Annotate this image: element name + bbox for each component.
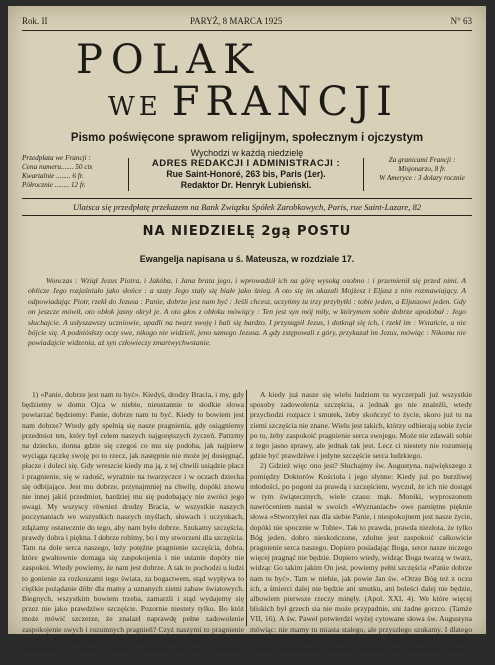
dateline: PARYŻ, 8 MARCA 1925 xyxy=(190,16,283,26)
article-column-left: 1) «Panie, dobrze jest nam tu być». Kiedyś, drodzy Bracia, i my, gdy będziemy w domu Ojca w niebie, nieustannie te słodkie słowa powtarzać będziemy: Panie, dobrze nam tu być. Kiedy to bowiem jest nam dobrze? Wtedy gdy spełnią się nasze pragnienia, gdy osiągniemy przedmiot ten, który był celem naszych najgorętszych życzeń. Patrzmy na dziecko, donna gdzie się czegoś co mu się podoba, jak najpierw wyciąga rączkę swoję po to rzecz, jak następnie nie może jej dosięgnąć, płacze i doleci się. Gdy wreszcie kiedy ma ją, z tej chwili usiądzie płacz i pragnienie, się w radość, wyraźnie na twarzyczce i w oczach dziecka się odbijające. Jest mu dobrze, przynajmniej na chwilę, dopóki znowu nie innej jakiś przedmiot, bardziej mu się podobający nie zwróci jego uwagi. My wszyscy również drodzy Bracia, w wszystkie naszych poczynaniach we wszystkich naszych myślach, słowach i uczynkach, zdążamy ostatecznie do tego, aby nam było dobrze. Szukamy szczęścia, prawdy dobra i piękna. I dobrze robimy, bo i my stworzeni dla szczęścia. Tam na dole serca naszego, leży potężne pragnienie szczęścia, dobra, które gwałtownie domaga się zaspokojenia i nie ustanie dopóty nie zaspokoi. Wtedy powiemy, że nam jest dobrze. A tak to pochodzi u ludzi to gonienie za rozkoszami tego świata, za bogactwem, stąd wypływa to ciężkie pożądanie dóbr dla mamy a uznanych ziemi zabaw światowych. Biegnych, wszystkim bowiem trzeba, zamarzli i stąd wydajemy się przez nie jako prawdziwe szczęście. Pozornie niestety tylko. Bo któż może mówić szczerze, że znalazł naprawdę pełne zadowolenie zaspokojenie swych i rozumnych pragnień? Czyż naszymi to pragnienie szczęścia nie odezwało się dotychczasowi prawie głosem. Któż zaś tymbardziej tu wszyscy zaznali odkrywali tej tonie szukaniem szczęścia? xyxy=(22,390,244,665)
column-divider xyxy=(246,390,247,626)
price-line: Za granicami Francji : xyxy=(388,156,456,164)
price-line: Półrocznie ........ 12 fr. xyxy=(22,181,86,189)
price-line: Przedpłata we Francji : xyxy=(22,154,91,162)
address-box xyxy=(128,158,364,191)
volume-label: Rok. II xyxy=(22,16,48,26)
price-line: Cena numeru....... 50 cts xyxy=(22,163,93,171)
title-francji: FRANCJI xyxy=(171,79,398,125)
rule-above-notice xyxy=(22,198,472,199)
price-line: W Ameryce : 3 dolary rocznie xyxy=(379,174,465,182)
gospel-text: Wonczas : Wziął Jezus Piotra, i Jakóba, i Jana brata jego, i wprowadził ich na górę wysoką osobno : i przemienił się przed nimi. A oblicze Jego rozjaśniało jako słońce : a szaty Jego stały się białe jako śnieg. A oto się im ukazali Mojżesz i Eljasz z nim rozmawiający. A odpowiadając Piotr, rzekł do Jezusa : Panie, dobrze jest nam być : Jeśli chcesz, uczyńmy tu trzy przybytki : tobie jeden, a Eljaszowi jeden. Gdy on jeszcze mówił, oto obłok jasny okrył je. A oto głos z obłoku mówiący : Ten jest syn mój miły, w którymem sobie dobrze upodobał : Jego słuchajcie. A usłyszawszy uczniowie, upadli na twarz swoję i bali się bardzo. I przystąpił Jezus, i dotknął się ich, i rzekł im : Wstańcie, a nie bójcie się. A podniósłszy oczy swe, nikogo nie widzieli, jeno samego Jezusa. A gdy zstępowali z góry, przykazał im Jezus, mówiąc : Nikomu nie powiadajcie widzenia, aż syn człowieczy zmartwychwstanie. xyxy=(28,276,466,348)
weekly-line: Wychodzi w każdą niedzielę xyxy=(190,148,304,158)
price-line: Misjonarzo, 8 fr. xyxy=(398,165,446,173)
title-we-francji xyxy=(108,79,398,125)
issue-number: N° 63 xyxy=(450,16,472,26)
address-editor: Redaktor Dr. Henryk Lubieński. xyxy=(180,180,312,190)
newspaper-page xyxy=(8,6,486,665)
address-heading: ADRES REDAKCJI I ADMINISTRACJI : xyxy=(151,158,341,169)
prices-abroad xyxy=(368,156,476,183)
section-heading: NA NIEDZIELĘ 2gą POSTU xyxy=(142,224,352,239)
article-paragraph: A kiedy już nasze się wielu ludziom tu wyczerpali już wszystkie sposoby zadowolenia szczęścia, a jednak go nie znaleźli, wtedy przychodzi rozpacz i smutek, żeby skończyć to życie, skoro już tu na ziemi szczęścia nie znane. Wielu jest takich, którzy odbierają sobie życie po to, żeby zaspokoić pragnienie serca swojego. Może nie zdawali sobie z tego jasno sprawy, ale jednak tak jest. Lecz ci niestety nie rozumieją gdzie być prawdziwe i jedyne szczęście serca ludzkiego. xyxy=(250,390,472,461)
article-column-right xyxy=(250,390,472,655)
address-street: Rue Saint-Honoré, 263 bis, Paris (1er). xyxy=(166,169,326,179)
masthead-topline xyxy=(22,16,472,28)
payment-notice: Ulatsca się przedpłatę przekazem na Bank Związku Spółek Zarobkowych, Paris, rue Saint-Lazare, 82 xyxy=(72,202,422,212)
prices-france xyxy=(22,154,120,190)
subtitle: Pismo poświęcone sprawom religijnym, społecznym i ojczystym xyxy=(70,132,424,144)
article-paragraph: 2) Gdzież więc ono jest? Słuchajmy św. Augustyna, największego z pomiędzy Doktorów Kościoła i jego słynne: Kiedy już po burzliwej młodości, po pogoni za prawdą i szczęściem, wyczuł, że ich nie dostąpi w tym świątecznych, wiele czasu: mąk. Moniki, wyproszonem nawróceniem nastał w swoich «Wyznaniach» owe pamiętne pięknie słowa «Stworzyłeś nas dla siebie Panie, i niespokojnem jest nasze życie, dopóki nie spocznie w Tobie». Tak to prawda, prawda niezłota, że tylko Bóg jeden, dobro nieskończone, zdolne jest zaspokoić całkowicie pragnienie serca naszego. Dopiero posiadając Boga, serce nasze niczego więcej pragnąć nie będzie. Dopiero wtedy, widząc Boga twarzą w twarz, widząc Go takim jakim On jest, powiemy pełni szczęścia «Panie dobrze nam tu być». Tam w niebie, jak powie Jan św. «Otrze Bóg też z oczu ich, a śmierci dalej nie będzie ani smutku, ani boleści dalej nie będzie, albowiem pierwsze rzeczy minęły. (Apol. XXI, 4). We które więcej bliskich był grzech sia nie może przypadnie, sni żadne gorzco. (Tamże VII, 16). A św. Paweł potwierdzi wyżej cytowane słowa św. Augustyna mówiąc: nie mamy tu miasta stałego, ale przyszłego szukamy. I dlatego to niebo przedstawia się nam jako tyle pełne szczęścia, szczęścia takiego, które żadnych już innych pragnień w sercu naszem nie wzbudzi. xyxy=(250,461,472,655)
title-we: WE xyxy=(108,92,162,122)
title-polak: POLAK xyxy=(76,37,262,83)
top-rule xyxy=(22,30,472,31)
gospel-reference: Ewangelja napisana u ś. Mateusza, w rozdziale 17. xyxy=(139,254,355,264)
rule-below-notice xyxy=(22,215,472,216)
price-line: Kwartalnie ........ 6 fr. xyxy=(22,172,84,180)
